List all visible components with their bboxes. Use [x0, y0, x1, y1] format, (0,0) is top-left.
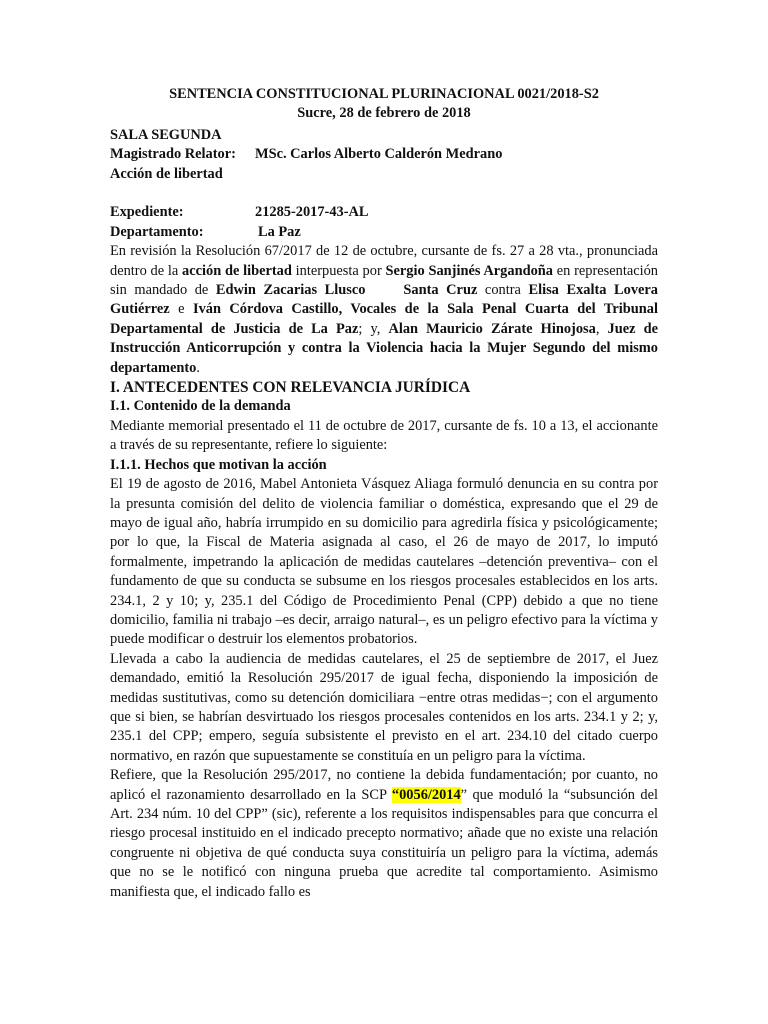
subsection-heading: I.1.1. Hechos que motivan la acción — [110, 456, 327, 473]
intro-bold: Sergio Sanjinés Argandoña — [385, 262, 553, 279]
paragraph — [110, 766, 658, 902]
paragraph: Llevada a cabo la audiencia de medidas cautelares, el 25 de septiembre de 2017, el Juez demandado, emitió la Resolución 295/2017 de igual fecha, disponiendo la imposición de medidas sustitutivas, como su detención domiciliara −entre otras medidas−; con el argumento que si bien, se habrían desvirtuado los riesgos procesales contenidos en los arts. 234.1 y 2; y, 235.1 del CPP; empero, seguía subsistente el previsto en el art. 234.10 del citado cuerpo normativo, en razón que supuestamente se constituía en un peligro para la víctima. — [110, 650, 658, 764]
intro-text: e — [169, 301, 193, 318]
intro-text: interpuesta por — [291, 262, 386, 279]
departamento-label: Departamento: — [110, 223, 204, 240]
relator-label: Magistrado Relator: — [110, 146, 236, 163]
document-date: Sucre, 28 de febrero de 2018 — [297, 105, 471, 122]
intro-bold: Alan Mauricio Zárate Hinojosa — [388, 320, 596, 337]
intro-bold: Elisa Exalta Lovera Gutiérrez — [110, 282, 658, 318]
relator-value: MSc. Carlos Alberto Calderón Medrano — [255, 146, 503, 163]
departamento-value: La Paz — [258, 223, 301, 240]
intro-text: en representación sin mandado de — [110, 262, 658, 299]
document-title: SENTENCIA CONSTITUCIONAL PLURINACIONAL 0021/2018-S2 — [169, 86, 599, 102]
expediente-label: Expediente: — [110, 204, 184, 221]
intro-bold: Juez de Instrucción Anticorrupción y contra la Violencia hacia la Mujer Segundo del mismo departamento — [110, 320, 658, 376]
subsection-heading: I.1. Contenido de la demanda — [110, 398, 291, 415]
intro-bold: acción de libertad — [182, 262, 292, 279]
sala-label: SALA SEGUNDA — [110, 126, 222, 143]
paragraph-text: Refiere, que la Resolución 295/2017, no contiene la debida fundamentación; por cuanto, no aplicó el razonamiento desarrollado en la SCP — [110, 767, 658, 803]
intro-text: En revisión la Resolución 67/2017 de 12 de octubre, cursante de fs. 27 a 28 vta., pronunciada dentro de la — [110, 243, 658, 279]
expediente-row — [110, 203, 658, 222]
highlighted-reference: “0056/2014 — [391, 786, 461, 803]
intro-text: , — [595, 320, 608, 337]
intro-text: ; y, — [358, 320, 389, 337]
paragraph: El 19 de agosto de 2016, Mabel Antonieta Vásquez Aliaga formuló denuncia en su contra por la presunta comisión del delito de violencia familiar o doméstica, expresando que el 29 de mayo de igual año, habría irrumpido en su domicilio para agredirla física y psicológicamente; por lo que, la Fiscal de Materia asignada al caso, el 26 de mayo de 2017, lo imputó formalmente, impetrando la aplicación de medidas cautelares –detención preventiva– con el fundamento de que su conducta se subsume en los riesgos procesales establecidos en los arts. 234.1, 2 y 10; y, 235.1 del Código de Procedimiento Penal (CPP) debido a que no tiene domicilio, familia ni trabajo –es decir, arraigo natural–, es un peligro efectivo para la víctima y puede modificar o destruir los elementos probatorios. — [110, 476, 658, 648]
intro-paragraph — [110, 242, 658, 378]
intro-bold: Edwin Zacarias Llusco Santa Cruz — [215, 282, 478, 299]
intro-bold: Iván Córdova Castillo, Vocales de la Sala Penal Cuarta del Tribunal Departamental de Justicia de La Paz — [110, 301, 658, 337]
relator-row — [110, 145, 658, 164]
intro-text: contra — [477, 282, 529, 299]
document-body — [110, 85, 658, 902]
intro-text: . — [196, 359, 200, 376]
accion-label: Acción de libertad — [110, 165, 223, 182]
expediente-value: 21285-2017-43-AL — [255, 204, 369, 221]
paragraph: Mediante memorial presentado el 11 de octubre de 2017, cursante de fs. 10 a 13, el accionante a través de su representante, refiere lo siguiente: — [110, 417, 658, 454]
spacer — [110, 184, 658, 203]
departamento-row — [110, 223, 658, 242]
paragraph-text: ” que moduló la “subsunción del Art. 234 núm. 10 del CPP” (sic), referente a los requisitos indispensables para que concurra el riesgo procesal instituido en el indicado precepto normativo; añade que no existe una relación congruente ni objetiva de qué conducta suya constituiría un peligro para la víctima, además que no se le notificó con ninguna prueba que acredite tal comportamiento. Asimismo manifiesta que, el indicado fallo es — [110, 786, 658, 900]
section-heading: I. ANTECEDENTES CON RELEVANCIA JURÍDICA — [110, 379, 471, 397]
